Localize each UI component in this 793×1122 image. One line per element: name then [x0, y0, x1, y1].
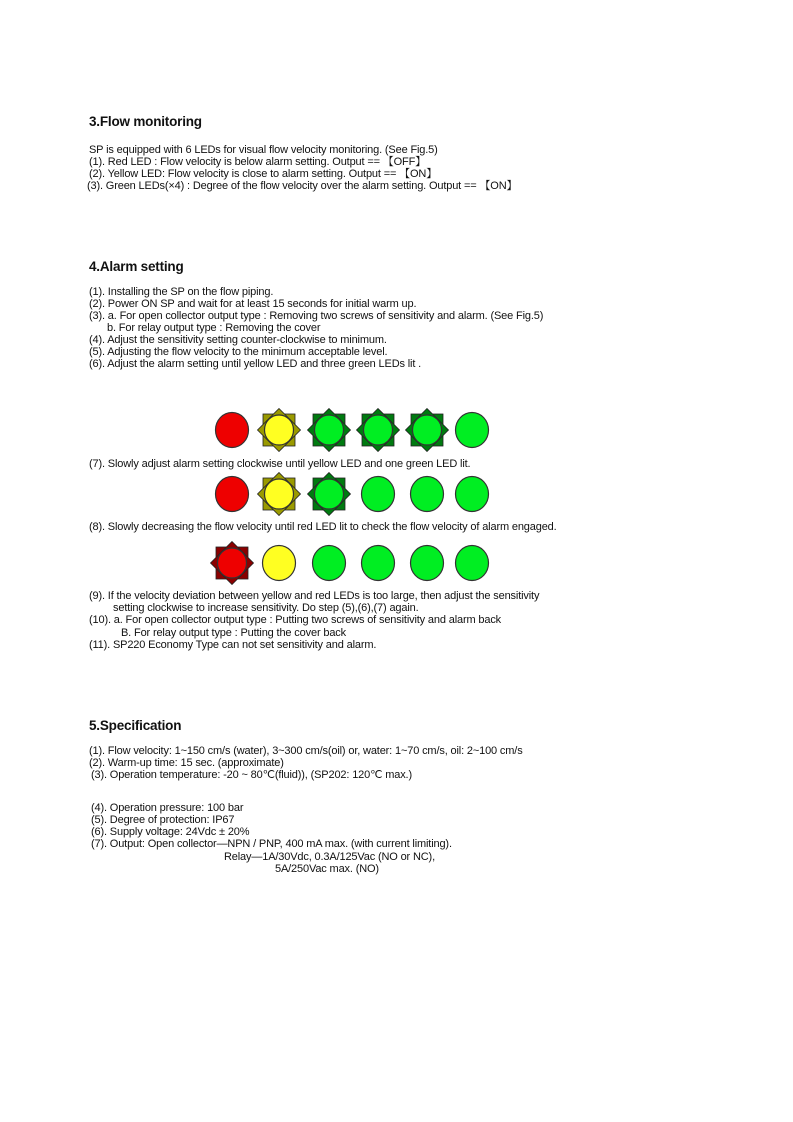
led-row-1 [0, 408, 793, 452]
step-9-continued: setting clockwise to increase sensitivity. Do step (5),(6),(7) again. [113, 602, 419, 614]
step-7: (7). Slowly adjust alarm setting clockwise until yellow LED and one green LED lit. [89, 458, 471, 470]
spec-output-relay-max: 5A/250Vac max. (NO) [275, 863, 379, 875]
led-yellow-lit-icon [258, 473, 301, 516]
led-green-off-icon [456, 413, 489, 448]
led-green-off-icon [411, 477, 444, 512]
led-green-off-icon [313, 546, 346, 581]
step-10b: B. For relay output type : Putting the cover back [121, 627, 346, 639]
led-red-off-icon [216, 477, 249, 512]
led-green-lit-icon [308, 473, 351, 516]
spec-flow-velocity: (1). Flow velocity: 1~150 cm/s (water), 3~300 cm/s(oil) or, water: 1~70 cm/s, oil: 2~100 cm/s [89, 745, 523, 757]
led-green-lit-icon [406, 409, 449, 452]
spec-warm-up-time: (2). Warm-up time: 15 sec. (approximate) [89, 757, 284, 769]
led-green-off-icon [456, 546, 489, 581]
led-row-3 [0, 541, 793, 585]
led-yellow-lit-icon [258, 409, 301, 452]
step-3b: b. For relay output type : Removing the cover [107, 322, 321, 334]
step-6: (6). Adjust the alarm setting until yellow LED and three green LEDs lit . [89, 358, 422, 370]
step-4: (4). Adjust the sensitivity setting counter-clockwise to minimum. [89, 334, 387, 346]
led-green-off-icon [456, 477, 489, 512]
led-green-off-icon [362, 546, 395, 581]
spec-degree-of-protection: (5). Degree of protection: IP67 [91, 814, 235, 826]
step-2: (2). Power ON SP and wait for at least 15 seconds for initial warm up. [89, 298, 417, 310]
led-red-lit-icon [211, 542, 254, 585]
spec-output-open-collector: (7). Output: Open collector—NPN / PNP, 400 mA max. (with current limiting). [91, 838, 452, 850]
led-green-lit-icon [357, 409, 400, 452]
section-3-heading: 3.Flow monitoring [89, 114, 202, 129]
spec-operation-temperature: (3). Operation temperature: -20 ~ 80℃(fluid)), (SP202: 120℃ max.) [91, 769, 412, 781]
step-1: (1). Installing the SP on the flow piping. [89, 286, 274, 298]
step-9: (9). If the velocity deviation between yellow and red LEDs is too large, then adjust the sensitivity [89, 590, 540, 602]
yellow-led-description: (2). Yellow LED: Flow velocity is close to alarm setting. Output == 【ON】 [89, 168, 438, 180]
led-green-off-icon [362, 477, 395, 512]
step-3a: (3). a. For open collector output type : Removing two screws of sensitivity and alarm. (See Fig.5) [89, 310, 544, 322]
spec-operation-pressure: (4). Operation pressure: 100 bar [91, 802, 244, 814]
step-8: (8). Slowly decreasing the flow velocity until red LED lit to check the flow velocity of alarm engaged. [89, 521, 557, 533]
spec-output-relay: Relay—1A/30Vdc, 0.3A/125Vac (NO or NC), [224, 851, 435, 863]
led-green-lit-icon [308, 409, 351, 452]
flow-intro-text: SP is equipped with 6 LEDs for visual flow velocity monitoring. (See Fig.5) [89, 144, 438, 156]
step-11: (11). SP220 Economy Type can not set sensitivity and alarm. [89, 639, 377, 651]
step-10a: (10). a. For open collector output type : Putting two screws of sensitivity and alarm back [89, 614, 502, 626]
spec-supply-voltage: (6). Supply voltage: 24Vdc ± 20% [91, 826, 250, 838]
led-yellow-off-icon [263, 546, 296, 581]
section-5-heading: 5.Specification [89, 718, 182, 733]
led-green-off-icon [411, 546, 444, 581]
red-led-description: (1). Red LED : Flow velocity is below alarm setting. Output == 【OFF】 [89, 156, 427, 168]
section-4-heading: 4.Alarm setting [89, 259, 184, 274]
led-row-2 [0, 472, 793, 516]
step-5: (5). Adjusting the flow velocity to the minimum acceptable level. [89, 346, 388, 358]
led-red-off-icon [216, 413, 249, 448]
green-led-description: (3). Green LEDs(×4) : Degree of the flow velocity over the alarm setting. Output == 【ON】 [87, 180, 518, 192]
